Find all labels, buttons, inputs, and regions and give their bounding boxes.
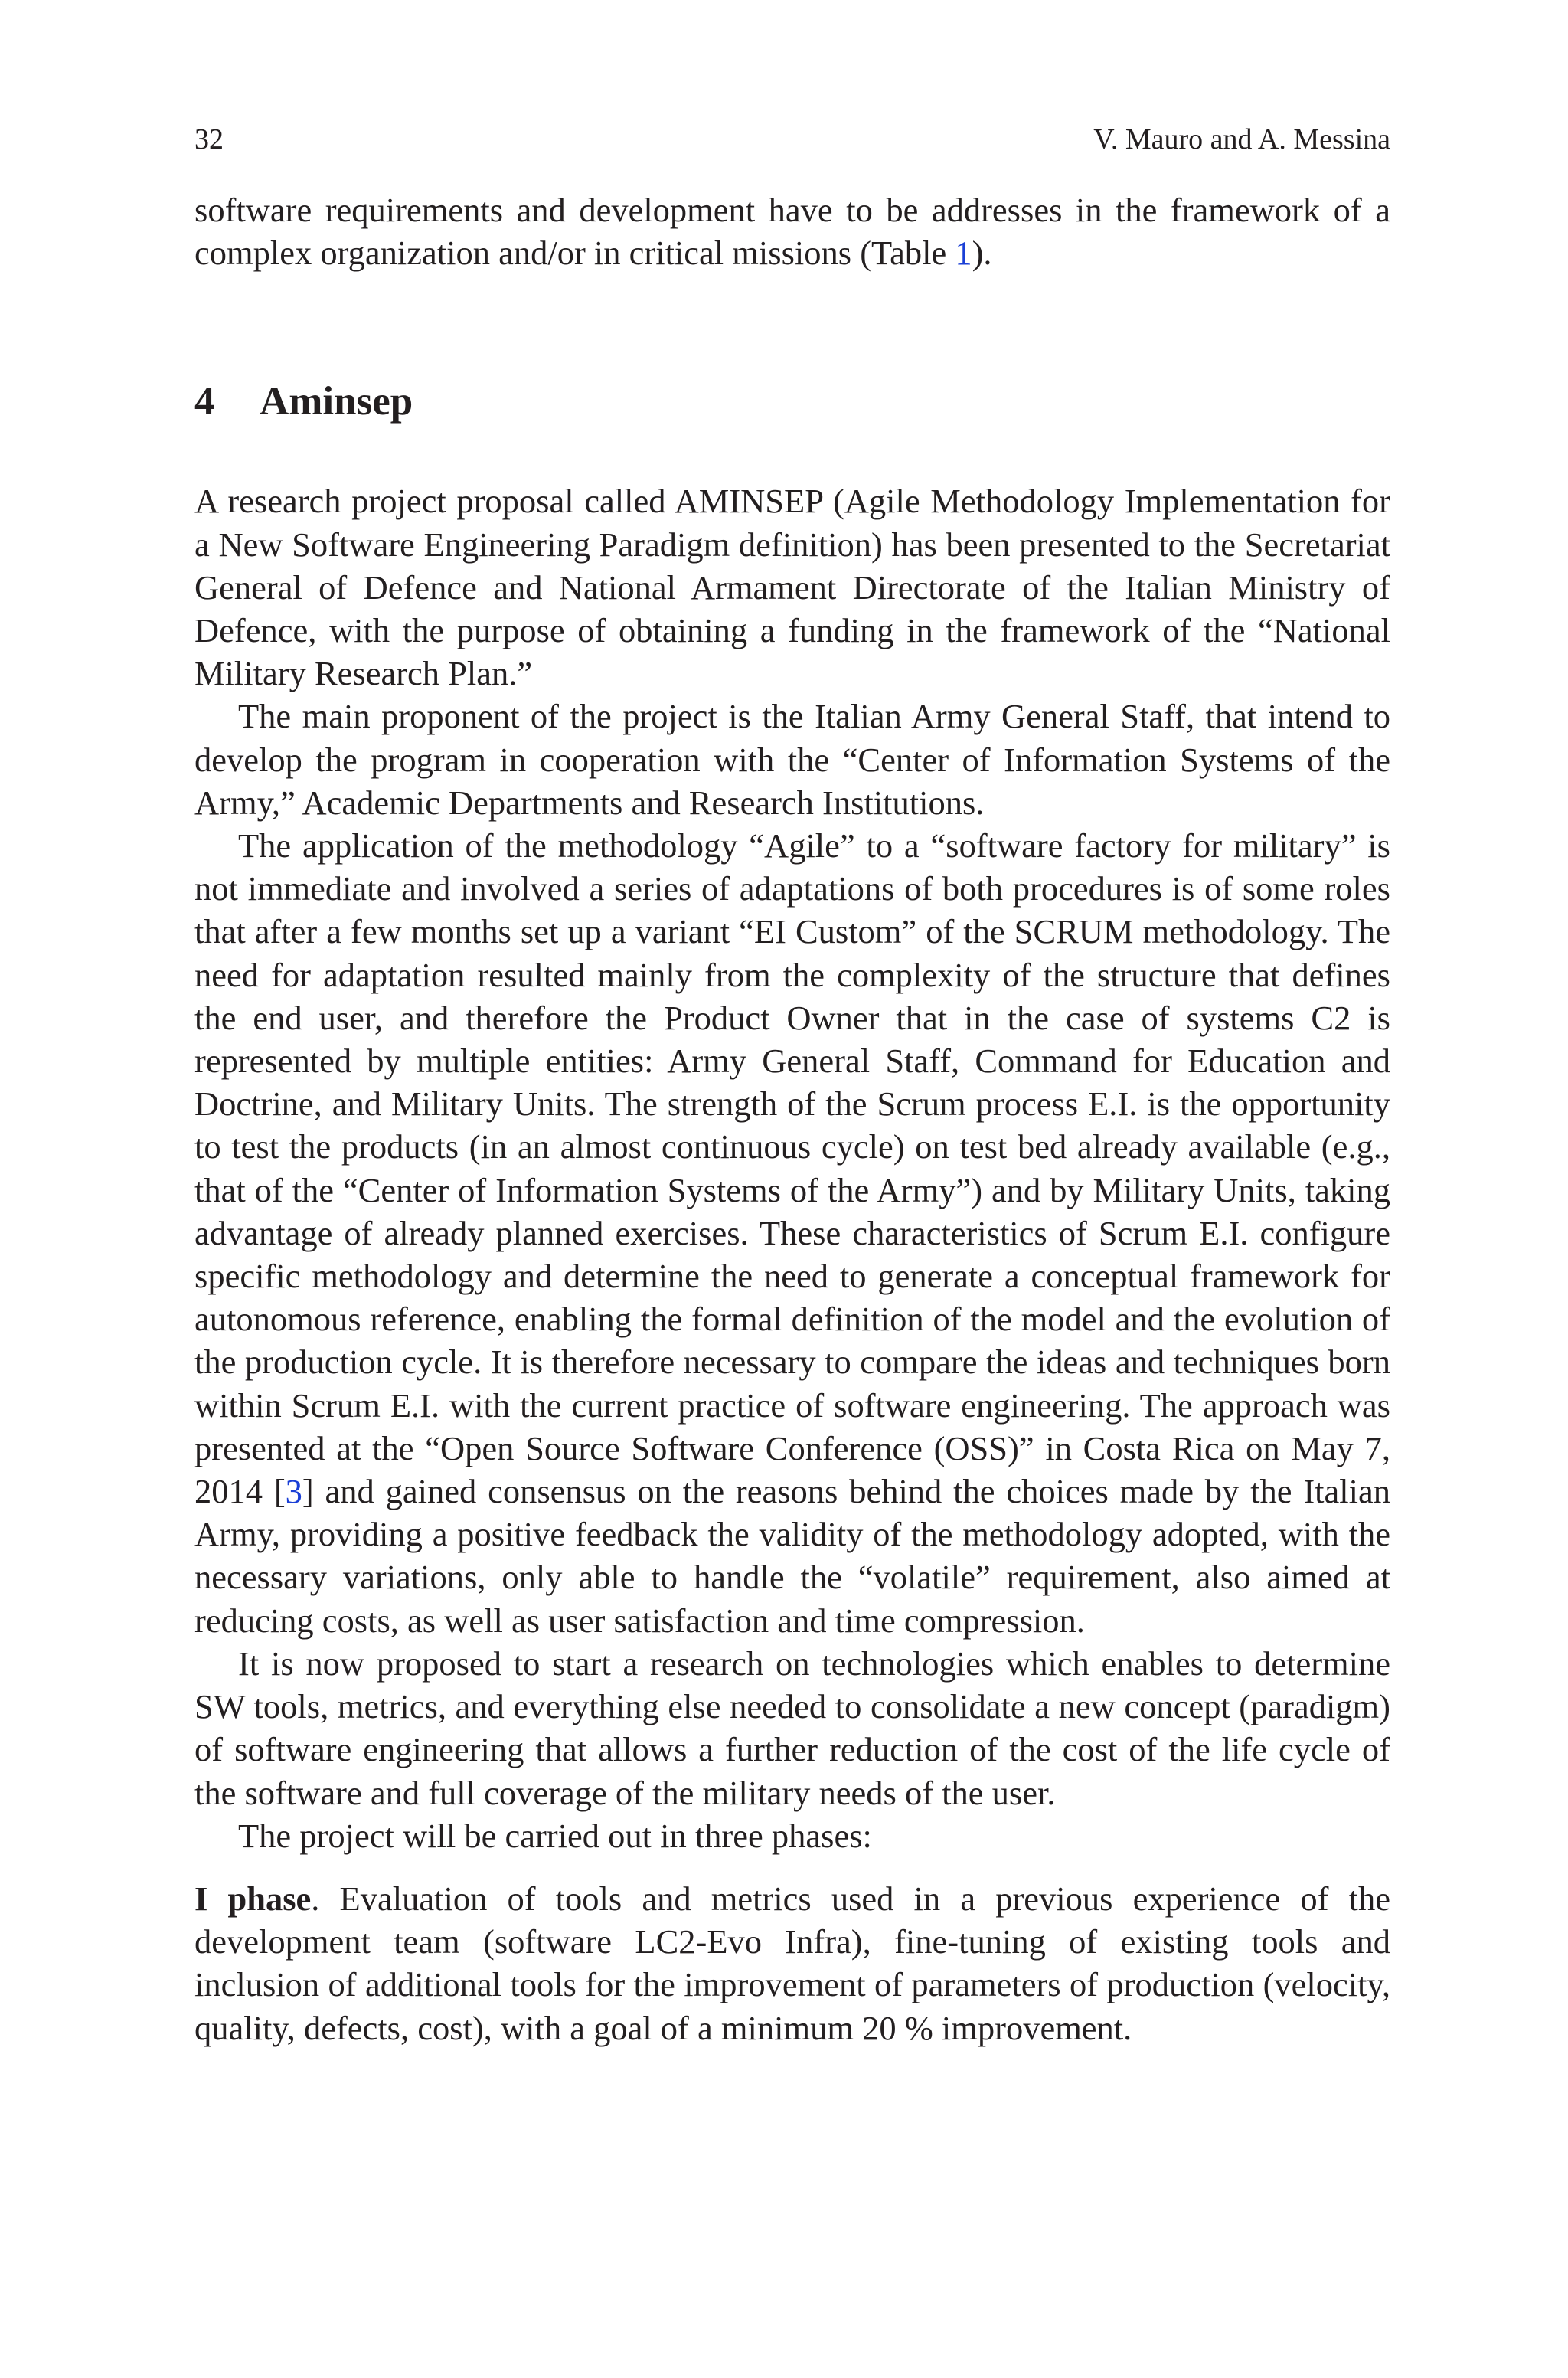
page-body: [194, 121, 1390, 2049]
running-head: [194, 121, 1390, 158]
section-number: 4: [194, 379, 215, 424]
section-title: Aminsep: [260, 379, 413, 424]
running-head-authors: V. Mauro and A. Messina: [1093, 123, 1390, 155]
phase-one-paragraph: [194, 1877, 1390, 2049]
paragraph-research: It is now proposed to start a research on technologies which enables to determine SW tools, metrics, and everything else needed to consolidate a new concept (paradigm) of software engineering that allows a further reduction of the cost of the life cycle of the software and full coverage of the military needs of the user.: [194, 1644, 1390, 1812]
phase-one-label: I phase: [194, 1879, 312, 1918]
paragraph-proponent: The main proponent of the project is the Italian Army General Staff, that intend to develop the program in cooperation with the “Center of Information Systems of the Army,” Academic Departments and Research Institutions.: [194, 697, 1390, 822]
page-number: 32: [194, 123, 224, 155]
paragraph-phases-intro: The project will be carried out in three phases:: [238, 1816, 872, 1855]
table-reference-link[interactable]: 1: [955, 234, 972, 273]
application-text-before: The application of the methodology “Agile” to a “software factory for military” is not immediate and involved a series of adaptations of both procedures is of some roles that after a few months set up a variant “EI Custom” of the SCRUM methodology. The need for adaptation resulted mainly from the complexity of the structure that defines the end user, and therefore the Product Owner that in the case of systems C2 is represented by multiple entities: Army General Staff, Command for Education and Doctrine, and Military Units. The strength of the Scrum process E.I. is the opportunity to test the products (in an almost continuous cycle) on test bed already available (e.g., that of the “Center of Information Systems of the Army”) and by Military Units, taking advantage of already planned exercises. These characteristics of Scrum E.I. configure specific methodology and determine the need to generate a conceptual framework for autonomous reference, enabling the formal definition of the model and the evolution of the production cycle. It is therefore necessary to compare the ideas and techniques born within Scrum E.I. with the current practice of software engineering. The approach was presented at the “Open Source Software Conference (OSS)” in Costa Rica on May 7, 2014 [: [194, 826, 1390, 1511]
paragraph-application: [194, 824, 1390, 1642]
paragraph-proposal: A research project proposal called AMINSEP (Agile Methodology Implementation for a New Software Engineering Paradigm definition) has been presented to the Secretariat General of Defence and National Armament Directorate of the Italian Ministry of Defence, with the purpose of obtaining a funding in the framework of the “National Military Research Plan.”: [194, 482, 1390, 693]
intro-text-after: ).: [972, 234, 992, 273]
intro-text-before: software requirements and development have to be addresses in the framework of a complex organization and/or in critical missions (Table: [194, 191, 1390, 273]
citation-link[interactable]: 3: [285, 1472, 302, 1511]
section-heading: [194, 377, 1390, 426]
phase-one-text: . Evaluation of tools and metrics used in a previous experience of the development team (software LC2-Evo Infra), fine-tuning of existing tools and inclusion of additional tools for the improvement of parameters of production (velocity, quality, defects, cost), with a goal of a minimum 20 % improvement.: [194, 1879, 1390, 2047]
application-text-after: ] and gained consensus on the reasons behind the choices made by the Italian Army, providing a positive feedback the validity of the methodology adopted, with the necessary variations, only able to handle the “volatile” requirement, also aimed at reducing costs, as well as user satisfaction and time compression.: [194, 1472, 1390, 1640]
intro-paragraph: [194, 188, 1390, 274]
